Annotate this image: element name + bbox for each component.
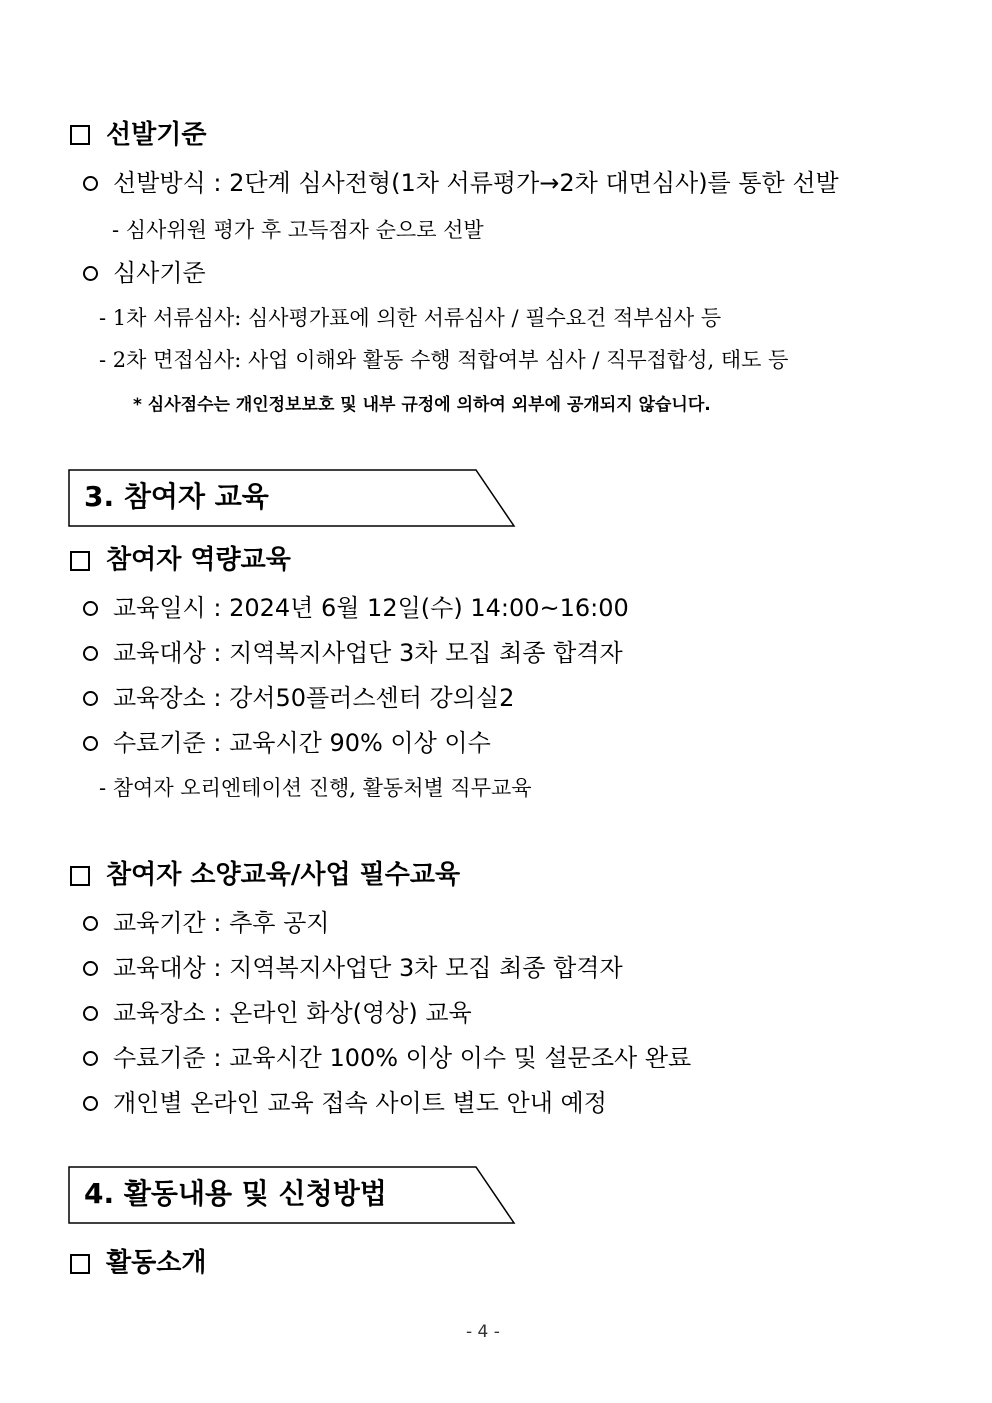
circle-bullet-icon <box>83 961 98 976</box>
section-4-header <box>68 1166 518 1224</box>
circle-bullet-icon <box>83 736 98 751</box>
required-item: 수료기준 : 교육시간 100% 이상 이수 및 설문조사 완료 <box>113 1044 692 1072</box>
required-heading: 참여자 소양교육/사업 필수교육 <box>106 860 461 890</box>
competency-item: 수료기준 : 교육시간 90% 이상 이수 <box>113 729 491 757</box>
checkbox-square-icon <box>70 866 90 886</box>
circle-bullet-icon <box>83 1006 98 1021</box>
circle-bullet-icon <box>83 691 98 706</box>
selection-method-sub: - 심사위원 평가 후 고득점자 순으로 선발 <box>112 218 484 242</box>
checkbox-square-icon <box>70 551 90 571</box>
section-3-header <box>68 469 518 527</box>
selection-criteria-sub1: - 1차 서류심사: 심사평가표에 의한 서류심사 / 필수요건 적부심사 등 <box>99 306 722 330</box>
selection-criteria-item: 심사기준 <box>113 259 206 287</box>
competency-heading: 참여자 역량교육 <box>106 545 291 575</box>
section-4-title: 4. 활동내용 및 신청방법 <box>84 1177 387 1210</box>
selection-method-item: 선발방식 : 2단계 심사전형(1차 서류평가→2차 대면심사)를 통한 선발 <box>113 169 839 197</box>
required-item: 교육대상 : 지역복지사업단 3차 모집 최종 합격자 <box>113 954 623 982</box>
selection-heading: 선발기준 <box>106 120 207 150</box>
checkbox-square-icon <box>70 1254 90 1274</box>
page-number: - 4 - <box>466 1322 500 1342</box>
competency-item: 교육장소 : 강서50플러스센터 강의실2 <box>113 684 515 712</box>
circle-bullet-icon <box>83 601 98 616</box>
selection-note: * 심사점수는 개인정보보호 및 내부 규정에 의하여 외부에 공개되지 않습니다. <box>133 395 711 415</box>
circle-bullet-icon <box>83 916 98 931</box>
competency-item: 교육일시 : 2024년 6월 12일(수) 14:00~16:00 <box>113 594 629 622</box>
selection-criteria-sub2: - 2차 면접심사: 사업 이해와 활동 수행 적합여부 심사 / 직무접합성, 태도 등 <box>99 348 789 372</box>
circle-bullet-icon <box>83 646 98 661</box>
circle-bullet-icon <box>83 1096 98 1111</box>
required-item: 교육기간 : 추후 공지 <box>113 909 330 937</box>
circle-bullet-icon <box>83 176 98 191</box>
activity-heading: 활동소개 <box>106 1248 207 1278</box>
competency-sub: - 참여자 오리엔테이션 진행, 활동처별 직무교육 <box>99 776 532 800</box>
required-item: 교육장소 : 온라인 화상(영상) 교육 <box>113 999 472 1027</box>
competency-item: 교육대상 : 지역복지사업단 3차 모집 최종 합격자 <box>113 639 623 667</box>
checkbox-square-icon <box>70 125 90 145</box>
circle-bullet-icon <box>83 266 98 281</box>
circle-bullet-icon <box>83 1051 98 1066</box>
section-3-title: 3. 참여자 교육 <box>84 480 269 513</box>
required-item: 개인별 온라인 교육 접속 사이트 별도 안내 예정 <box>113 1089 607 1117</box>
